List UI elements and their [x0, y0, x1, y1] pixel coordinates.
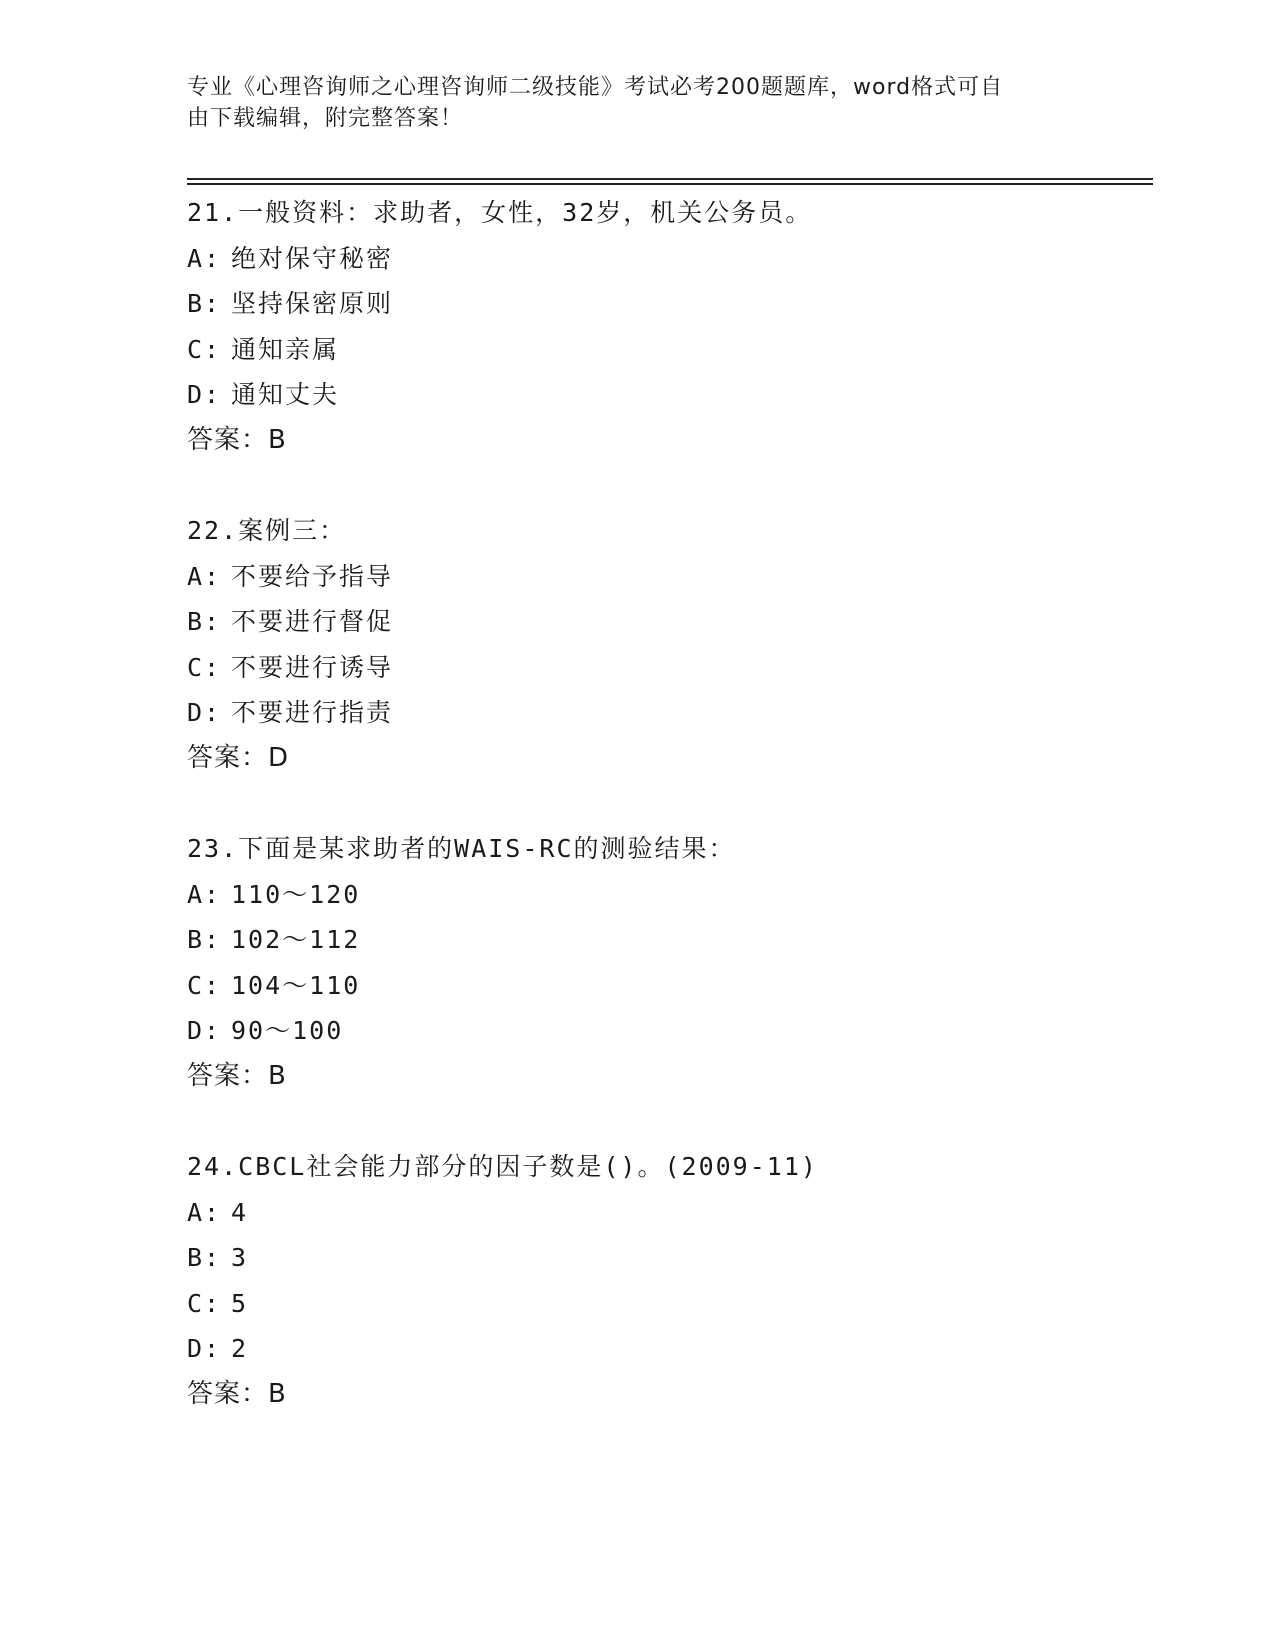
header-line-2: 由下载编辑，附完整答案！ [187, 106, 464, 131]
option-text: 110～120 [231, 879, 361, 909]
option-b [187, 917, 1153, 963]
option-key: B: [187, 607, 222, 636]
option-key: B: [187, 289, 222, 318]
question-22 [187, 508, 1153, 781]
option-c [187, 1281, 1153, 1327]
option-d [187, 690, 1153, 736]
answer-line: 答案：D [187, 742, 290, 773]
option-text: 2 [231, 1334, 249, 1363]
option-key: C: [187, 970, 222, 1000]
header-divider-top [187, 178, 1153, 180]
option-key: C: [187, 652, 222, 682]
option-key: C: [187, 334, 222, 364]
option-text: 通知丈夫 [231, 380, 340, 409]
option-d [187, 1326, 1153, 1372]
question-list [187, 190, 1153, 1462]
option-text: 不要给予指导 [231, 561, 394, 591]
option-key: A: [187, 879, 222, 909]
answer-line: 答案：B [187, 1378, 287, 1409]
answer-line: 答案：B [187, 1060, 287, 1091]
option-text: 不要进行诱导 [231, 652, 394, 682]
option-text: 通知亲属 [231, 334, 340, 364]
question-stem: 23.下面是某求助者的WAIS-RC的测验结果： [187, 834, 736, 863]
option-text: 3 [231, 1243, 249, 1272]
option-key: D: [187, 380, 222, 409]
question-24 [187, 1144, 1153, 1417]
option-b [187, 1235, 1153, 1281]
question-23 [187, 826, 1153, 1099]
option-c [187, 327, 1153, 373]
option-key: D: [187, 698, 222, 727]
question-stem: 24.CBCL社会能力部分的因子数是()。(2009-11) [187, 1152, 818, 1181]
option-key: A: [187, 561, 222, 591]
option-text: 不要进行指责 [231, 698, 394, 727]
option-key: A: [187, 243, 222, 273]
option-text: 90～100 [231, 1016, 344, 1045]
option-d [187, 1008, 1153, 1054]
option-text: 绝对保守秘密 [231, 243, 394, 273]
option-a [187, 554, 1153, 600]
option-key: C: [187, 1288, 222, 1318]
option-a [187, 872, 1153, 918]
option-d [187, 372, 1153, 418]
option-c [187, 963, 1153, 1009]
question-stem: 21.一般资料：求助者，女性，32岁，机关公务员。 [187, 198, 813, 227]
option-c [187, 645, 1153, 691]
option-key: D: [187, 1016, 222, 1045]
option-key: D: [187, 1334, 222, 1363]
document-header [187, 72, 1067, 134]
option-text: 坚持保密原则 [231, 289, 394, 318]
question-21 [187, 190, 1153, 463]
option-a [187, 1190, 1153, 1236]
question-stem: 22.案例三： [187, 516, 347, 545]
option-key: B: [187, 925, 222, 954]
option-b [187, 599, 1153, 645]
option-b [187, 281, 1153, 327]
option-text: 104～110 [231, 970, 361, 1000]
header-line-1: 专业《心理咨询师之心理咨询师二级技能》考试必考200题题库，word格式可自 [187, 75, 1004, 100]
option-text: 不要进行督促 [231, 607, 394, 636]
option-text: 4 [231, 1197, 249, 1227]
option-a [187, 236, 1153, 282]
option-text: 102～112 [231, 925, 361, 954]
header-divider-bottom [187, 183, 1153, 185]
option-key: A: [187, 1197, 222, 1227]
option-key: B: [187, 1243, 222, 1272]
answer-line: 答案：B [187, 424, 287, 455]
option-text: 5 [231, 1288, 249, 1318]
